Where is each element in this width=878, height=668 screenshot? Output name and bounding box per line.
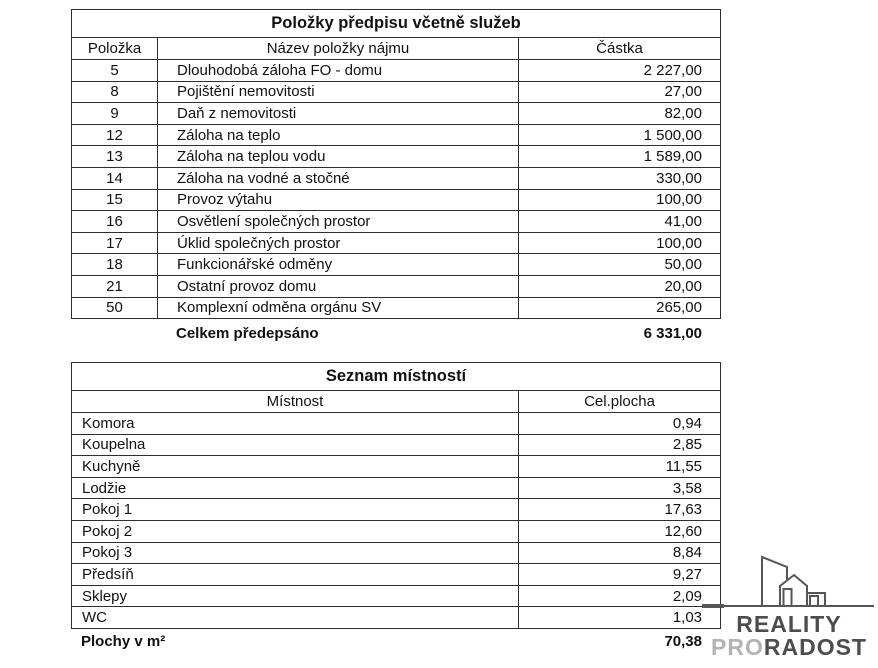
charges-table-row-cell: 27,00 <box>519 81 721 103</box>
charges-table-row-cell: Ostatní provoz domu <box>158 275 519 297</box>
rooms-table-row-cell: 12,60 <box>519 520 721 542</box>
charges-table-header-row <box>72 38 721 60</box>
charges-table-row <box>72 297 721 319</box>
rooms-total-row <box>71 630 720 652</box>
rooms-table-row <box>72 434 721 456</box>
rooms-table-row-cell: Lodžie <box>72 477 519 499</box>
rooms-table-row-cell: 0,94 <box>519 413 721 435</box>
rooms-table-row-cell: Pokoj 2 <box>72 520 519 542</box>
charges-table-row-cell: Záloha na teplo <box>158 124 519 146</box>
rooms-table-row-cell: Komora <box>72 413 519 435</box>
charges-table-row-cell: Funkcionářské odměny <box>158 254 519 276</box>
charges-table-row-cell: 41,00 <box>519 211 721 233</box>
charges-table-row-cell: 330,00 <box>519 167 721 189</box>
charges-table-row-cell: Osvětlení společných prostor <box>158 211 519 233</box>
rooms-table-title: Seznam místností <box>72 363 721 391</box>
rooms-table-row-cell: 3,58 <box>519 477 721 499</box>
charges-table-row-cell: 21 <box>72 275 158 297</box>
rooms-table-row-cell: 11,55 <box>519 456 721 478</box>
charges-table-title-row <box>72 10 721 38</box>
rooms-table-row <box>72 585 721 607</box>
charges-table-row-cell: 13 <box>72 146 158 168</box>
rooms-table-row-cell: 17,63 <box>519 499 721 521</box>
rooms-header-area: Cel.plocha <box>519 391 721 413</box>
rooms-table-row <box>72 542 721 564</box>
charges-table-row-cell: 14 <box>72 167 158 189</box>
charges-table <box>71 9 721 319</box>
rooms-table-title-row <box>72 363 721 391</box>
charges-table-row <box>72 81 721 103</box>
rooms-table <box>71 362 721 629</box>
charges-table-row <box>72 124 721 146</box>
charges-table-row-cell: 1 589,00 <box>519 146 721 168</box>
rooms-table-row-cell: Kuchyně <box>72 456 519 478</box>
charges-table-row-cell: 100,00 <box>519 189 721 211</box>
charges-table-row <box>72 211 721 233</box>
charges-table-row-cell: 50 <box>72 297 158 319</box>
rooms-table-row-cell: Předsíň <box>72 564 519 586</box>
charges-table-row <box>72 275 721 297</box>
rooms-table-row-cell: Pokoj 3 <box>72 542 519 564</box>
rooms-table-row-cell: WC <box>72 607 519 629</box>
rooms-total-value: 70,38 <box>664 632 702 650</box>
charges-table-row-cell: 50,00 <box>519 254 721 276</box>
charges-table-row-cell: 8 <box>72 81 158 103</box>
charges-table-row <box>72 167 721 189</box>
rooms-table-row-cell: Koupelna <box>72 434 519 456</box>
charges-header-name: Název položky nájmu <box>158 38 519 60</box>
charges-table-row-cell: 82,00 <box>519 103 721 125</box>
logo-line2-light: PRO <box>711 634 764 660</box>
charges-table-row-cell: 5 <box>72 60 158 82</box>
charges-table-row-cell: 12 <box>72 124 158 146</box>
rooms-table-row <box>72 564 721 586</box>
charges-table-row-cell: Záloha na vodné a stočné <box>158 167 519 189</box>
logo-line1: REALITY <box>736 611 842 637</box>
charges-table-row-cell: 9 <box>72 103 158 125</box>
rooms-table-row <box>72 477 721 499</box>
charges-table-row-cell: 16 <box>72 211 158 233</box>
rooms-total-label: Plochy v m² <box>81 632 166 650</box>
rooms-table-row <box>72 499 721 521</box>
charges-table-row <box>72 232 721 254</box>
rooms-table-row <box>72 456 721 478</box>
charges-table-row-cell: Komplexní odměna orgánu SV <box>158 297 519 319</box>
rooms-table-row-cell: 8,84 <box>519 542 721 564</box>
skyline-icon <box>702 551 876 610</box>
rooms-header-room: Místnost <box>72 391 519 413</box>
charges-table-row <box>72 146 721 168</box>
rooms-table-row <box>72 607 721 629</box>
charges-table-row-cell: 265,00 <box>519 297 721 319</box>
charges-table-row <box>72 60 721 82</box>
charges-table-row-cell: Úklid společných prostor <box>158 232 519 254</box>
charges-table-row-cell: Záloha na teplou vodu <box>158 146 519 168</box>
charges-table-row-cell: 20,00 <box>519 275 721 297</box>
charges-table-row <box>72 189 721 211</box>
rooms-table-row-cell: 1,03 <box>519 607 721 629</box>
charges-total-value: 6 331,00 <box>643 324 702 342</box>
logo-line2-dark: RADOST <box>763 634 867 660</box>
charges-table-row-cell: 100,00 <box>519 232 721 254</box>
charges-header-amount: Částka <box>519 38 721 60</box>
charges-table-row-cell: Daň z nemovitosti <box>158 103 519 125</box>
rooms-table-row <box>72 520 721 542</box>
rooms-table-row-cell: Pokoj 1 <box>72 499 519 521</box>
rooms-table-row <box>72 413 721 435</box>
rooms-table-row-cell: 2,09 <box>519 585 721 607</box>
charges-table-row-cell: 18 <box>72 254 158 276</box>
charges-table-title: Položky předpisu včetně služeb <box>72 10 721 38</box>
logo-line2 <box>702 636 876 659</box>
brand-logo <box>702 551 876 659</box>
charges-table-row-cell: 17 <box>72 232 158 254</box>
charges-table-row-cell: 1 500,00 <box>519 124 721 146</box>
charges-header-item: Položka <box>72 38 158 60</box>
charges-table-row-cell: Provoz výtahu <box>158 189 519 211</box>
charges-table-row <box>72 103 721 125</box>
charges-total-label: Celkem předepsáno <box>176 324 319 342</box>
rooms-table-row-cell: 2,85 <box>519 434 721 456</box>
charges-table-row-cell: Pojištění nemovitosti <box>158 81 519 103</box>
charges-table-row <box>72 254 721 276</box>
charges-total-row <box>71 322 720 344</box>
charges-table-row-cell: 2 227,00 <box>519 60 721 82</box>
charges-table-row-cell: 15 <box>72 189 158 211</box>
charges-table-row-cell: Dlouhodobá záloha FO - domu <box>158 60 519 82</box>
rooms-table-row-cell: Sklepy <box>72 585 519 607</box>
rooms-table-row-cell: 9,27 <box>519 564 721 586</box>
rooms-table-header-row <box>72 391 721 413</box>
